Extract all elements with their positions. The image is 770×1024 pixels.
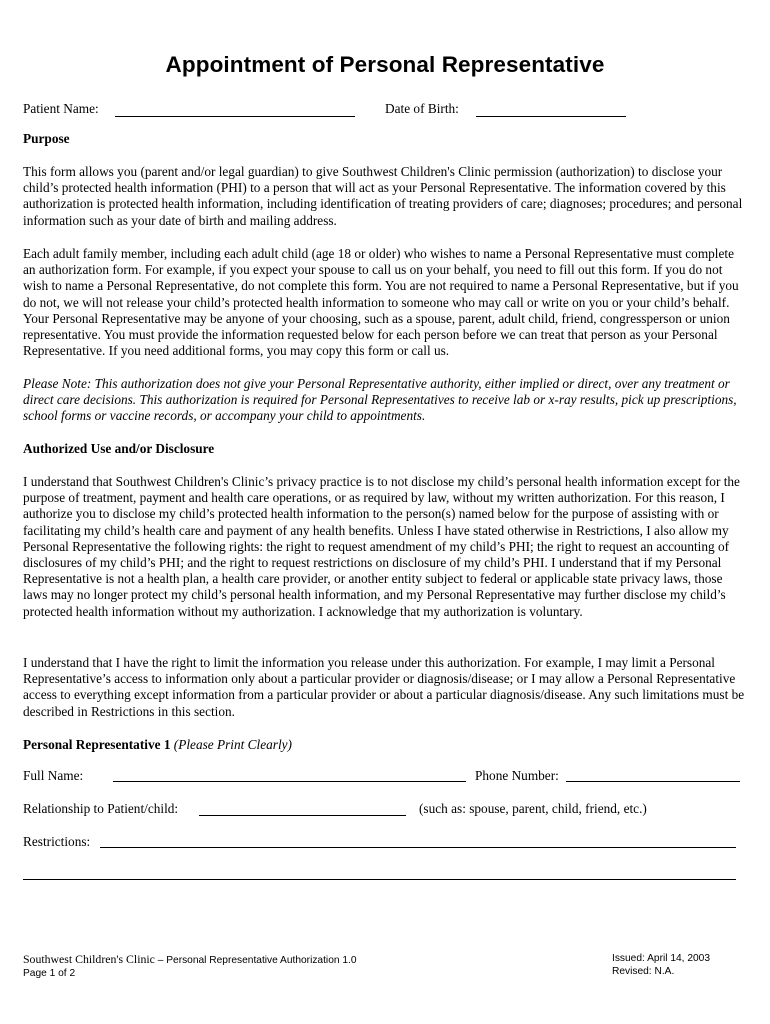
rep1-heading-italic: (Please Print Clearly) bbox=[173, 737, 292, 752]
footer-page: Page 1 of 2 bbox=[23, 967, 76, 979]
please-note: Please Note: This authorization does not give your Personal Representative authority, either implied or direct, over any treatment or direct care decisions. This authorization is required for Personal Representatives to receive lab or x-ray results, pick up prescriptions, school forms or vaccine records, or accompany your child to appointments. bbox=[23, 376, 737, 424]
full-name-field[interactable] bbox=[113, 781, 466, 782]
patient-name-field[interactable] bbox=[115, 116, 355, 117]
full-name-label: Full Name: bbox=[23, 768, 84, 783]
phone-label: Phone Number: bbox=[475, 768, 559, 783]
footer-issued: Issued: April 14, 2003 bbox=[612, 953, 710, 964]
footer-doc: – Personal Representative Authorization 1.0 bbox=[154, 955, 357, 966]
footer-right bbox=[612, 953, 710, 978]
restrictions-field-line-1[interactable] bbox=[100, 847, 736, 848]
relationship-field[interactable] bbox=[199, 815, 406, 816]
restrictions-label: Restrictions: bbox=[23, 834, 91, 849]
purpose-heading: Purpose bbox=[23, 131, 70, 146]
footer-left bbox=[23, 953, 357, 980]
patient-name-label: Patient Name: bbox=[23, 101, 99, 116]
rep1-heading bbox=[23, 737, 747, 753]
authorized-use-paragraph-1: I understand that Southwest Children's Clinic’s privacy practice is to not disclose my child’s personal health information except for the purpose of treatment, payment and health care operations, or as required by law, without my written authorization. For this reason, I authorize you to disclose my child’s protected health information to the person(s) named below for the purpose of assisting with or facilitating my child’s health care and payment of any health benefits. Unless I have stated otherwise in Restrictions, I also allow my Personal Representative the following rights: the right to request amendment of my child’s PHI; the right to request an accounting of disclosures of my child’s PHI; and the right to request restrictions on disclosure of my child’s PHI. I understand that if my Personal Representative is not a health plan, a health care provider, or another entity subject to federal or applicable state privacy laws, those laws may no longer protect my child’s personal health information, and my Personal Representative may further disclose my child’s protected health information without my authorization. I acknowledge that my authorization is voluntary. bbox=[23, 474, 740, 619]
footer-org: Southwest Children's Clinic bbox=[23, 952, 155, 966]
authorized-use-heading: Authorized Use and/or Disclosure bbox=[23, 441, 215, 456]
relationship-hint: (such as: spouse, parent, child, friend, etc.) bbox=[419, 801, 647, 816]
dob-field[interactable] bbox=[476, 116, 626, 117]
page-title: Appointment of Personal Representative bbox=[165, 52, 605, 77]
purpose-paragraph-1: This form allows you (parent and/or legal guardian) to give Southwest Children's Clinic permission (authorization) to disclose your child’s protected health information (PHI) to a person that will act as your Personal Representative. The information covered by this authorization is protected health information, including identification of treating providers of care; diagnoses; procedures; and personal information such as your date of birth and mailing address. bbox=[23, 164, 743, 228]
footer-revised: Revised: N.A. bbox=[612, 965, 675, 977]
footer-title bbox=[23, 953, 357, 968]
phone-field[interactable] bbox=[566, 781, 740, 782]
relationship-label: Relationship to Patient/child: bbox=[23, 801, 179, 816]
purpose-paragraph-2: Each adult family member, including each adult child (age 18 or older) who wishes to name a Personal Representative must complete an authorization form. For example, if you expect your spouse to call us on your behalf, you need to fill out this form. If you do not wish to name a Personal Representative, do not complete this form. You are not required to name a Personal Representative, but if you do not, we will not release your child’s protected health information to someone who may call or write on you or your child’s behalf. Your Personal Representative may be anyone of your choosing, such as a spouse, parent, adult child, friend, congressperson or union representative. You must provide the information requested below for each person before we can treat that person as your Personal Representative. If you need additional forms, you may copy this form or call us. bbox=[23, 246, 739, 359]
restrictions-field-line-2[interactable] bbox=[23, 879, 736, 880]
authorized-use-paragraph-2: I understand that I have the right to limit the information you release under this authorization. For example, I may limit a Personal Representative’s access to information only about a particular provider or diagnosis/disease; or I may allow a Personal Representative access to everything except information from a particular provider or about a particular diagnosis/disease. Any such limitations must be described in Restrictions in this section. bbox=[23, 655, 745, 719]
dob-label: Date of Birth: bbox=[385, 101, 459, 116]
rep1-heading-bold: Personal Representative 1 bbox=[23, 737, 171, 752]
